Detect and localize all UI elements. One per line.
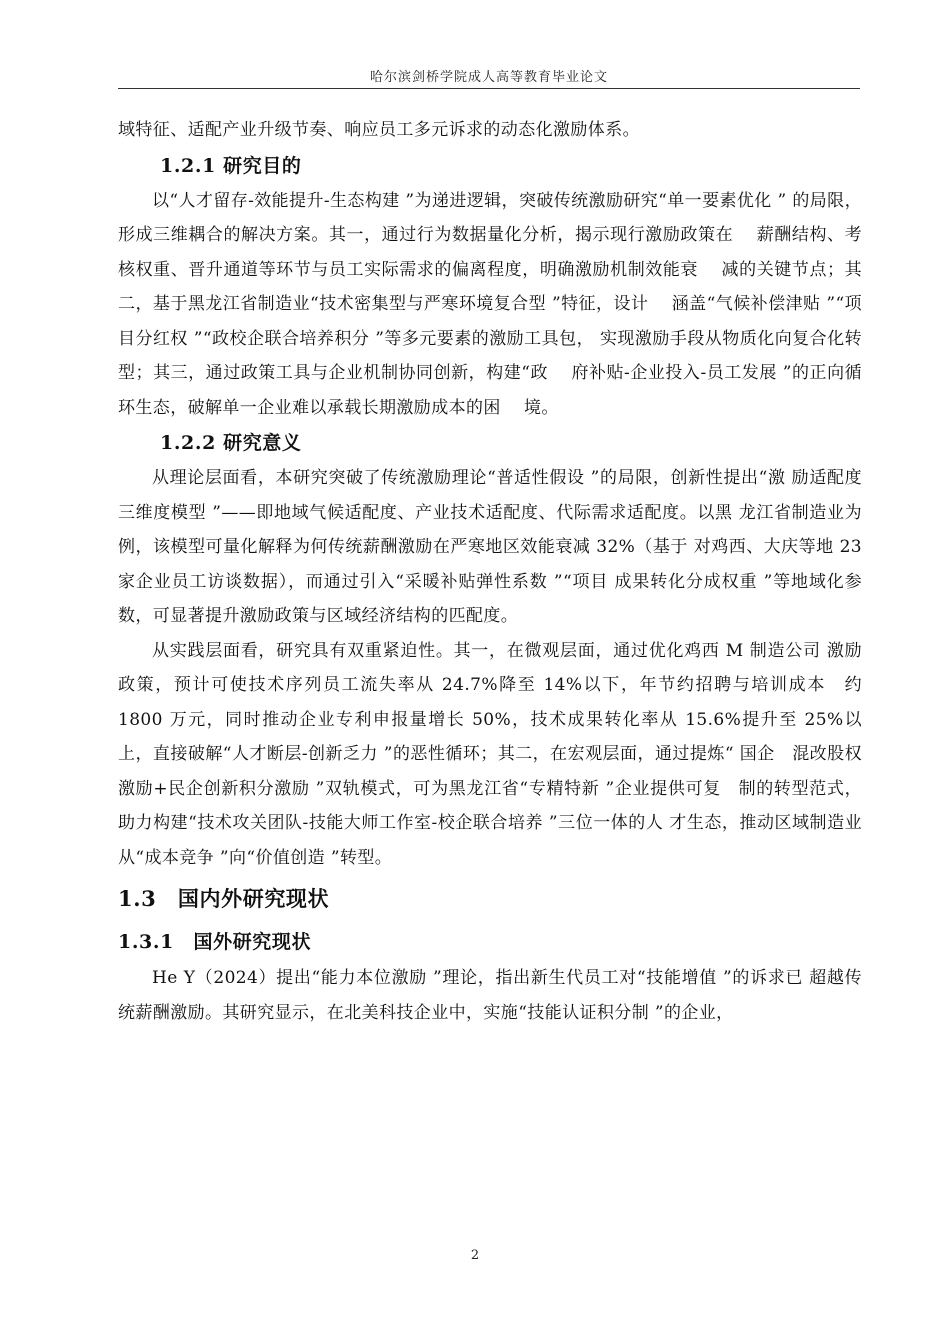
page-number: 2 (470, 1248, 480, 1263)
paragraph-research-purpose: 以“人才留存-效能提升-生态构建 ”为递进逻辑，突破传统激励研究“单一要素优化 ” 的局限，形成三维耦合的解决方案。其一，通过行为数据量化分析，揭示现行激励政策在 薪酬结构、考核权重、晋升通道等环节与员工实际需求的偏离程度，明确激励机制效能衰 减的关键节点；其二，基于黑龙江省制造业“技术密集型与严寒环境复合型 ”特征，设计 涵盖“气候补偿津贴 ”“项目分红权 ”“政校企联合培养积分 ”等多元要素的激励工具包， 实现激励手段从物质化向复合化转型；其三，通过政策工具与企业机制协同创新，构建“政 府补贴-企业投入-员工发展 ”的正向循环生态，破解单一企业难以承载长期激励成本的困 境。 (118, 190, 862, 418)
section-heading-1-3: 1.3 国内外研究现状 (118, 886, 330, 911)
running-header: 哈尔滨剑桥学院成人高等教育毕业论文 (369, 70, 608, 85)
paragraph-theoretical-significance: 从理论层面看，本研究突破了传统激励理论“普适性假设 ”的局限，创新性提出“激 励适配度三维度模型 ”——即地域气候适配度、产业技术适配度、代际需求适配度。以黑 龙江省制造业为例，该模型可量化解释为何传统薪酬激励在严寒地区效能衰减 32%（基于 对鸡西、大庆等地 23 家企业员工访谈数据），而通过引入“采暖补贴弹性系数 ”“项目 成果转化分成权重 ”等地域化参数，可显著提升激励政策与区域经济结构的匹配度。 (118, 468, 862, 626)
paragraph-practical-significance: 从实践层面看，研究具有双重紧迫性。其一，在微观层面，通过优化鸡西 M 制造公司 激励政策，预计可使技术序列员工流失率从 24.7%降至 14%以下，年节约招聘与培训成本 约 1800 万元，同时推动企业专利申报量增长 50%，技术成果转化率从 15.6%提升至 25%以 上，直接破解“人才断层-创新乏力 ”的恶性循环；其二，在宏观层面，通过提炼“ 国企 混改股权激励+民企创新积分激励 ”双轨模式，可为黑龙江省“专精特新 ”企业提供可复 制的转型范式，助力构建“技术攻关团队-技能大师工作室-校企联合培养 ”三位一体的人 才生态，推动区域制造业从“成本竞争 ”向“价值创造 ”转型。 (118, 640, 862, 868)
page-content (118, 113, 862, 1030)
section-heading-1-3-1: 1.3.1 国外研究现状 (118, 931, 312, 953)
paragraph-continuation: 域特征、适配产业升级节奏、响应员工多元诉求的动态化激励体系。 (118, 120, 640, 140)
header-rule (118, 88, 860, 89)
paragraph-foreign-research: He Y（2024）提出“能力本位激励 ”理论，指出新生代员工对“技能增值 ”的诉求已 超越传统薪酬激励。其研究显示，在北美科技企业中，实施“技能认证积分制 ”的企业， (118, 968, 862, 1023)
section-heading-1-2-1: 1.2.1 研究目的 (160, 154, 302, 177)
section-heading-1-2-2: 1.2.2 研究意义 (160, 432, 302, 454)
